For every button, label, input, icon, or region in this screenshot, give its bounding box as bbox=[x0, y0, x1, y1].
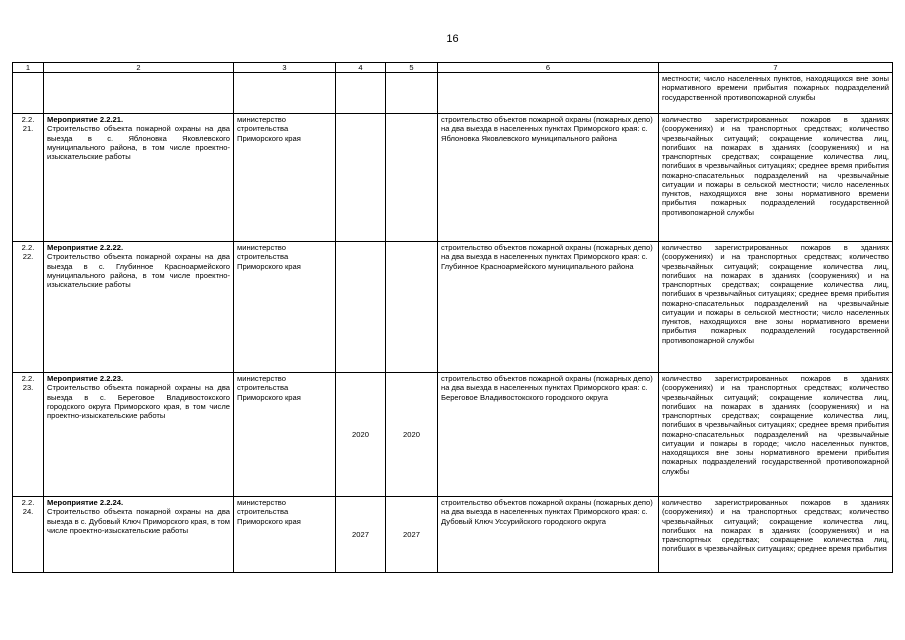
row-number: 2.2. 21. bbox=[13, 114, 44, 242]
event-title: Мероприятие 2.2.21. bbox=[47, 115, 124, 125]
event-description: Строительство объекта пожарной охраны на два выезда в с. Яблоновка Яковлевского муниципального района, в том числе проектно-изыскательские работы bbox=[47, 124, 230, 162]
row-number: 2.2. 24. bbox=[13, 497, 44, 573]
executor-cell: министерство строительства Приморского края bbox=[234, 373, 336, 497]
start-year bbox=[336, 114, 386, 242]
result-cell: строительство объектов пожарной охраны (пожарных депо) на два выезда в населенных пунктах Приморского края: с. Дубовый Ключ Уссурийского городского округа bbox=[438, 497, 659, 573]
column-number-header: 2 bbox=[44, 63, 234, 73]
end-year: 2020 bbox=[386, 373, 438, 497]
event-cell bbox=[44, 114, 234, 242]
result-cell: строительство объектов пожарной охраны (пожарных депо) на два выезда в населенных пунктах Приморского края: с. Яблоновка Яковлевского муниципального района bbox=[438, 114, 659, 242]
table-row bbox=[13, 114, 893, 242]
end-year: 2027 bbox=[386, 497, 438, 573]
event-title: Мероприятие 2.2.23. bbox=[47, 374, 124, 384]
column-number-header: 1 bbox=[13, 63, 44, 73]
start-year: 2027 bbox=[336, 497, 386, 573]
result-cell: строительство объектов пожарной охраны (пожарных депо) на два выезда в населенных пунктах Приморского края: с. Глубинное Красноармейского муниципального района bbox=[438, 242, 659, 373]
event-description: Строительство объекта пожарной охраны на два выезда в с. Глубинное Красноармейского муниципального района, в том числе проектно-изыскательские работы bbox=[47, 252, 230, 290]
event-title: Мероприятие 2.2.22. bbox=[47, 243, 124, 253]
table-row bbox=[13, 497, 893, 573]
event-cell bbox=[44, 242, 234, 373]
indicators-cell: местности; число населенных пунктов, находящихся вне зоны нормативного времени прибытия пожарных подразделений государственной противопожарной службы bbox=[659, 73, 893, 114]
column-number-row bbox=[13, 63, 893, 73]
column-number-header: 5 bbox=[386, 63, 438, 73]
indicators-cell: количество зарегистрированных пожаров в зданиях (сооружениях) и на транспортных средствах; количество чрезвычайных ситуаций; сокращение количества лиц, погибших на пожарах в зданиях (сооружениях) и на транспортных средствах; сокращение количества лиц, погибших в чрезвычайных ситуациях; среднее время прибытия пожарно-спасательных подразделений на чрезвычайные ситуации и пожары в сельской местности; число населенных пунктов, находящихся вне зоны нормативного времени прибытия пожарных подразделений государственной противопожарной службы bbox=[659, 114, 893, 242]
row-number: 2.2. 22. bbox=[13, 242, 44, 373]
start-year bbox=[336, 242, 386, 373]
result-cell: строительство объектов пожарной охраны (пожарных депо) на два выезда в населенных пунктах Приморского края: с. Береговое Владивостокского городского округа bbox=[438, 373, 659, 497]
event-description: Строительство объекта пожарной охраны на два выезда в с. Береговое Владивостокского городского округа Приморского края, в том числе проектно-изыскательские работы bbox=[47, 383, 230, 421]
indicators-cell: количество зарегистрированных пожаров в зданиях (сооружениях) и на транспортных средствах; количество чрезвычайных ситуаций; сокращение количества лиц, погибших на пожарах в зданиях (сооружениях) и на транспортных средствах; сокращение количества лиц, погибших в чрезвычайных ситуациях; среднее время прибытия пожарно-спасательных подразделений на чрезвычайные ситуации и пожары в сельской местности; число населенных пунктов, находящихся вне зоны нормативного времени прибытия пожарных подразделений государственной противопожарной службы bbox=[659, 242, 893, 373]
start-year: 2020 bbox=[336, 373, 386, 497]
column-number-header: 3 bbox=[234, 63, 336, 73]
column-number-header: 7 bbox=[659, 63, 893, 73]
table-row bbox=[13, 242, 893, 373]
page-number: 16 bbox=[446, 33, 459, 45]
executor-cell: министерство строительства Приморского края bbox=[234, 242, 336, 373]
indicators-cell: количество зарегистрированных пожаров в зданиях (сооружениях) и на транспортных средствах; количество чрезвычайных ситуаций; сокращение количества лиц, погибших на пожарах в зданиях (сооружениях) и на транспортных средствах; сокращение количества лиц, погибших в чрезвычайных ситуациях; среднее время прибытия пожарно-спасательных подразделений на чрезвычайные ситуации и пожары в городе; число населенных пунктов, находящихся вне зоны нормативного времени прибытия пожарных подразделений государственной противопожарной службы bbox=[659, 373, 893, 497]
event-description: Строительство объекта пожарной охраны на два выезда в с. Дубовый Ключ Приморского края, в том числе проектно-изыскательские работы bbox=[47, 507, 230, 535]
event-title: Мероприятие 2.2.24. bbox=[47, 498, 124, 508]
continuation-row bbox=[13, 73, 893, 114]
executor-cell: министерство строительства Приморского края bbox=[234, 497, 336, 573]
activities-table bbox=[12, 62, 893, 573]
end-year bbox=[386, 114, 438, 242]
executor-cell: министерство строительства Приморского края bbox=[234, 114, 336, 242]
event-cell bbox=[44, 373, 234, 497]
event-cell bbox=[44, 497, 234, 573]
column-number-header: 6 bbox=[438, 63, 659, 73]
row-number: 2.2. 23. bbox=[13, 373, 44, 497]
end-year bbox=[386, 242, 438, 373]
indicators-cell: количество зарегистрированных пожаров в зданиях (сооружениях) и на транспортных средствах; количество чрезвычайных ситуаций; сокращение количества лиц, погибших на пожарах в зданиях (сооружениях) и на транспортных средствах; сокращение количества лиц, погибших в чрезвычайных ситуациях; среднее время прибытия bbox=[659, 497, 893, 573]
column-number-header: 4 bbox=[336, 63, 386, 73]
table-row bbox=[13, 373, 893, 497]
